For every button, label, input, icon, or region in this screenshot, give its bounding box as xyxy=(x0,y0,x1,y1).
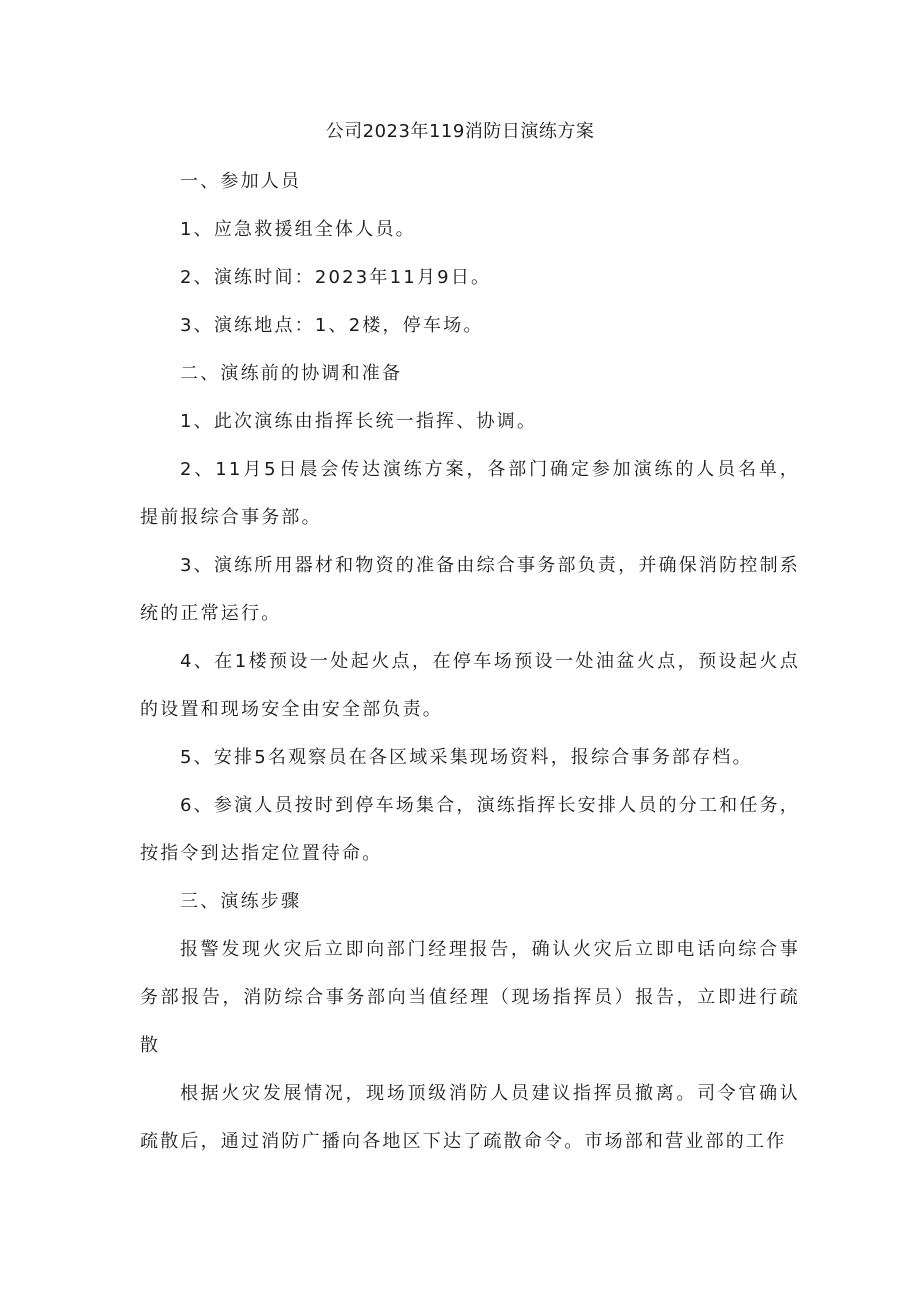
section-heading-steps: 三、演练步骤 xyxy=(180,891,302,912)
paragraph: 根据火灾发展情况，现场顶级消防人员建议指挥员撤离。司令官确认疏散后，通过消防广播向各地区下达了疏散命令。市场部和营业部的工作 xyxy=(140,1083,800,1152)
paragraph: 报警发现火灾后立即向部门经理报告，确认火灾后立即电话向综合事务部报告，消防综合事务部向当值经理（现场指挥员）报告，立即进行疏散 xyxy=(140,939,800,1056)
paragraph: 3、演练地点：1、2楼，停车场。 xyxy=(180,315,484,336)
paragraph: 2、演练时间：2023年11月9日。 xyxy=(180,267,492,288)
section-heading-participants: 一、参加人员 xyxy=(180,171,302,192)
section-heading-preparation: 二、演练前的协调和准备 xyxy=(180,363,403,384)
paragraph: 4、在1楼预设一处起火点，在停车场预设一处油盆火点，预设起火点的设置和现场安全由安全部负责。 xyxy=(140,651,800,720)
paragraph: 1、此次演练由指挥长统一指挥、协调。 xyxy=(180,411,538,432)
document-title: 公司2023年119消防日演练方案 xyxy=(325,121,595,142)
paragraph: 2、11月5日晨会传达演练方案，各部门确定参加演练的人员名单，提前报综合事务部。 xyxy=(140,459,800,528)
paragraph: 3、演练所用器材和物资的准备由综合事务部负责，并确保消防控制系统的正常运行。 xyxy=(140,555,800,624)
paragraph: 1、应急救援组全体人员。 xyxy=(180,219,416,240)
paragraph: 5、安排5名观察员在各区域采集现场资料，报综合事务部存档。 xyxy=(180,747,753,768)
paragraph: 6、参演人员按时到停车场集合，演练指挥长安排人员的分工和任务，按指令到达指定位置待命。 xyxy=(140,795,800,864)
